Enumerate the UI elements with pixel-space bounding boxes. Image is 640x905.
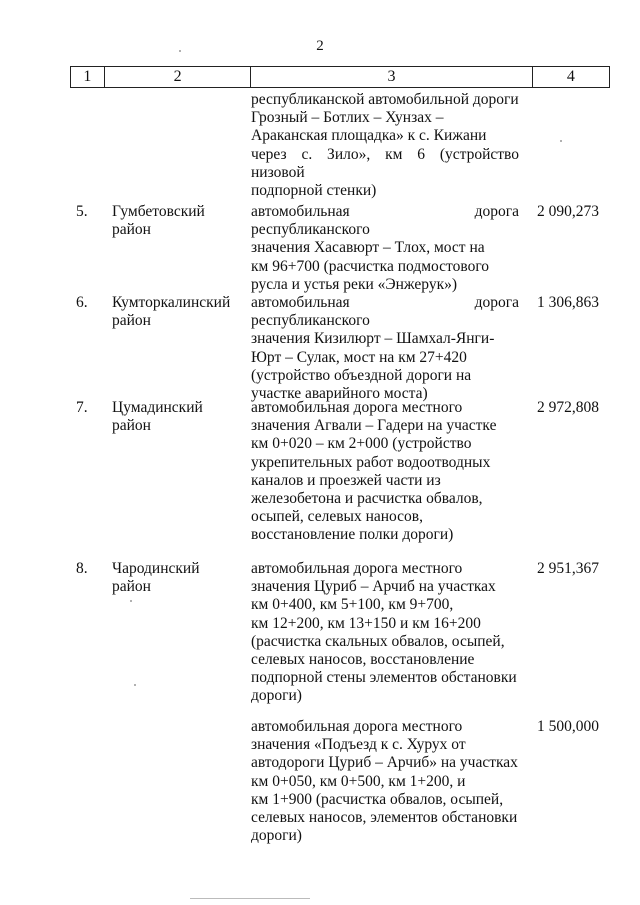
description-line: км 0+050, км 0+500, км 1+200, и [251, 772, 466, 790]
scan-edge-mark [190, 898, 310, 899]
column-header-4: 4 [532, 67, 609, 88]
row-district: Гумбетовский район [112, 203, 205, 238]
description-line: автомобильная дорога республиканского [251, 203, 519, 239]
row-amount: 1 500,000 [537, 718, 599, 735]
description-line: укрепительных работ водоотводных [251, 453, 491, 471]
column-header-row [71, 67, 610, 88]
scan-speck [560, 140, 562, 142]
column-header-2: 2 [104, 67, 251, 88]
table-row [0, 91, 640, 203]
row-amount: 2 972,808 [537, 399, 599, 416]
table-row [0, 203, 640, 294]
row-amount: 2 090,273 [537, 203, 599, 220]
column-header-table [70, 66, 610, 88]
table-row [0, 560, 640, 718]
row-district: Кумторкалинский район [112, 294, 231, 329]
description-line: автомобильная дорога местного [251, 718, 463, 735]
description-line: железобетона и расчистка обвалов, [251, 490, 483, 508]
description-line: участке аварийного моста) [251, 385, 428, 403]
table-row [0, 399, 640, 560]
row-district: Цумадинский район [112, 399, 203, 434]
scan-speck [179, 50, 181, 52]
description-line: селевых наносов, элементов обстановки [251, 809, 518, 827]
description-line: подпорной стены элементов обстановки [251, 669, 517, 687]
row-description [251, 718, 519, 845]
description-line: Юрт – Сулак, мост на км 27+420 [251, 348, 467, 366]
row-description [251, 203, 519, 294]
description-line: каналов и проезжей части из [251, 471, 441, 489]
description-line: подпорной стенки) [251, 182, 377, 200]
row-amount: 2 951,367 [537, 560, 599, 577]
description-line: (устройство объездной дороги на [251, 366, 472, 384]
scan-speck [134, 684, 136, 686]
description-line: значения Цуриб – Арчиб на участках [251, 578, 496, 596]
row-number: 7. [76, 399, 88, 416]
description-line: км 12+200, км 13+150 и км 16+200 [251, 614, 481, 632]
table-row [0, 294, 640, 403]
row-description [251, 399, 519, 545]
row-number: 5. [76, 203, 88, 220]
description-line: значения «Подъезд к с. Хурух от [251, 736, 466, 754]
description-line: км 0+020 – км 2+000 (устройство [251, 435, 472, 453]
column-header-3: 3 [251, 67, 532, 88]
description-line: автодороги Цуриб – Арчиб» на участках [251, 754, 518, 772]
description-line: Араканская площадка» к с. Кижани [251, 127, 487, 145]
description-line: автомобильная дорога местного [251, 560, 463, 577]
table-row [0, 718, 640, 848]
row-number: 6. [76, 294, 88, 311]
row-amount: 1 306,863 [537, 294, 599, 311]
description-line: Грозный – Ботлих – Хунзах – [251, 109, 444, 127]
description-line: (расчистка скальных обвалов, осыпей, [251, 632, 505, 650]
table-body [0, 91, 640, 848]
description-line: значения Кизилюрт – Шамхал-Янги- [251, 330, 495, 348]
column-header-1: 1 [71, 67, 105, 88]
description-line: селевых наносов, восстановление [251, 651, 475, 669]
description-line: км 0+400, км 5+100, км 9+700, [251, 596, 454, 614]
description-line: через с. Зило», км 6 (устройство низовой [251, 145, 519, 181]
description-line: автомобильная дорога республиканского [251, 294, 519, 330]
row-description [251, 91, 519, 200]
description-line: республиканской автомобильной дороги [251, 91, 519, 108]
description-line: восстановление полки дороги) [251, 526, 454, 544]
row-number: 8. [76, 560, 88, 577]
description-line: дороги) [251, 687, 302, 705]
description-line: автомобильная дорога местного [251, 399, 463, 416]
row-description [251, 560, 519, 706]
description-line: русла и устья реки «Энжерук») [251, 275, 458, 293]
scan-speck [130, 600, 132, 602]
row-district: Чародинский район [112, 560, 200, 595]
page-number: 2 [316, 38, 324, 54]
description-line: км 96+700 (расчистка подмостового [251, 257, 490, 275]
description-line: осыпей, селевых наносов, [251, 508, 423, 526]
description-line: дороги) [251, 827, 302, 845]
description-line: км 1+900 (расчистка обвалов, осыпей, [251, 790, 504, 808]
description-line: значения Хасавюрт – Тлох, мост на [251, 239, 485, 257]
description-line: значения Агвали – Гадери на участке [251, 417, 497, 435]
row-description [251, 294, 519, 403]
